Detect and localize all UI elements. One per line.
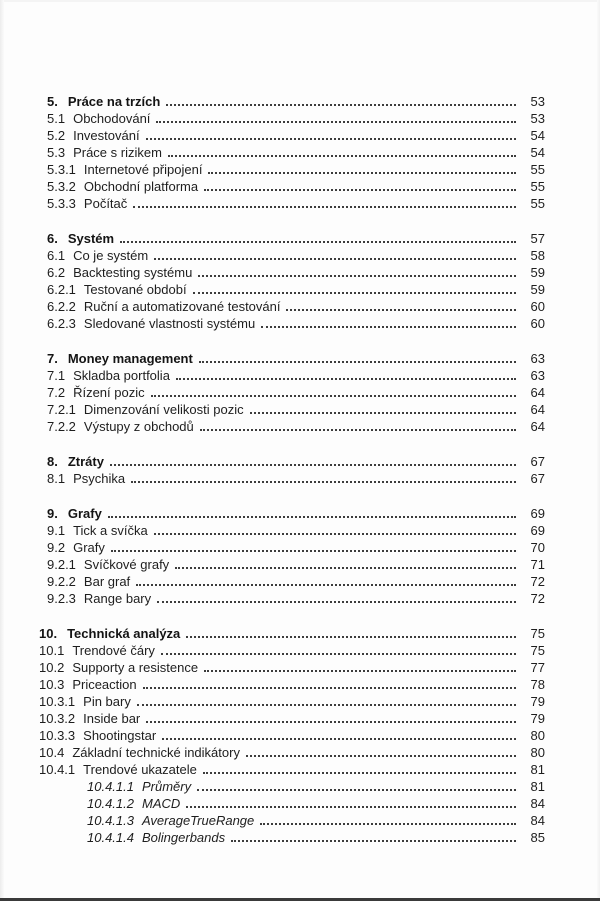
toc-entry-page: 53 — [530, 94, 545, 109]
dotted-leader — [186, 804, 516, 808]
toc-entry — [39, 642, 545, 659]
toc-entry-number: 7. — [47, 351, 58, 366]
toc-entry-number: 6.2.3 — [47, 316, 76, 331]
toc-entry-title: Shootingstar — [83, 728, 157, 743]
toc-entry — [47, 470, 545, 487]
toc-entry-number: 9.2 — [47, 540, 66, 555]
toc-entry-page: 67 — [530, 454, 545, 469]
toc-entry-page: 54 — [530, 128, 545, 143]
toc — [39, 93, 545, 846]
page-top-edge — [0, 0, 600, 2]
dotted-leader — [151, 393, 516, 397]
dotted-leader — [146, 136, 516, 140]
page-left-edge — [0, 0, 4, 901]
dotted-leader — [204, 187, 516, 191]
dotted-leader — [175, 565, 516, 569]
toc-entry — [47, 522, 545, 539]
toc-entry-page: 81 — [530, 779, 545, 794]
toc-entry — [47, 127, 545, 144]
toc-entry-number: 8. — [47, 454, 58, 469]
toc-entry-number: 10.4.1.4 — [87, 830, 134, 845]
toc-entry-number: 7.1 — [47, 368, 66, 383]
dotted-leader — [204, 668, 516, 672]
toc-entry-number: 10.2 — [39, 660, 65, 675]
toc-entry-title: Inside bar — [83, 711, 141, 726]
toc-entry-title: Technická analýza — [67, 626, 181, 641]
toc-entry-title: Testované období — [83, 282, 187, 297]
toc-entry-number: 10.4.1 — [39, 762, 76, 777]
toc-entry-page: 79 — [530, 694, 545, 709]
toc-entry-title: Backtesting systému — [73, 265, 193, 280]
toc-entry-number: 5.1 — [47, 111, 66, 126]
toc-entry-title: Výstupy z obchodů — [83, 419, 194, 434]
dotted-leader — [137, 702, 516, 706]
toc-entry-page: 57 — [530, 231, 545, 246]
toc-entry-title: Ztráty — [67, 454, 104, 469]
toc-entry — [39, 778, 545, 795]
toc-entry-number: 5.2 — [47, 128, 66, 143]
toc-entry-number: 10.3 — [39, 677, 65, 692]
dotted-leader — [208, 170, 516, 174]
toc-entry-title: Grafy — [73, 540, 105, 555]
toc-entry — [47, 247, 545, 264]
toc-entry-title: Dimenzování velikosti pozic — [83, 402, 244, 417]
toc-entry-page: 85 — [530, 830, 545, 845]
toc-entry-title: Práce s rizikem — [73, 145, 162, 160]
toc-entry-title: Range bary — [83, 591, 152, 606]
toc-entry-number: 6.2 — [47, 265, 66, 280]
toc-entry-title: Supporty a resistence — [72, 660, 199, 675]
dotted-leader — [199, 359, 516, 363]
toc-entry-title: Svíčkové grafy — [83, 557, 170, 572]
toc-entry-title: Základní technické indikátory — [72, 745, 240, 760]
toc-entry — [39, 761, 545, 778]
toc-entry — [47, 178, 545, 195]
toc-entry — [39, 727, 545, 744]
toc-entry-title: Práce na trzích — [67, 94, 161, 109]
toc-entry-title: Trendové ukazatele — [83, 762, 197, 777]
dotted-leader — [157, 599, 516, 603]
toc-entry-number: 6.2.1 — [47, 282, 76, 297]
toc-entry-page: 80 — [530, 745, 545, 760]
toc-entry-page: 67 — [530, 471, 545, 486]
toc-entry — [47, 384, 545, 401]
toc-entry — [47, 93, 545, 110]
toc-entry-number: 10.4.1.1 — [87, 779, 134, 794]
toc-entry-number: 9.1 — [47, 523, 66, 538]
toc-entry-page: 60 — [530, 299, 545, 314]
toc-entry-title: AverageTrueRange — [142, 813, 255, 828]
toc-entry-number: 10.1 — [39, 643, 65, 658]
toc-entry-number: 10.3.2 — [39, 711, 76, 726]
dotted-leader — [156, 119, 516, 123]
toc-entry — [47, 505, 545, 522]
dotted-leader — [146, 719, 516, 723]
toc-entry-page: 55 — [530, 179, 545, 194]
toc-entry-page: 69 — [530, 523, 545, 538]
toc-entry-number: 10. — [39, 626, 58, 641]
toc-entry-title: Pin bary — [83, 694, 131, 709]
toc-entry-title: Průměry — [142, 779, 192, 794]
toc-entry-title: Bolingerbands — [142, 830, 226, 845]
toc-entry-page: 55 — [530, 196, 545, 211]
toc-entry — [47, 161, 545, 178]
toc-entry — [47, 590, 545, 607]
dotted-leader — [197, 787, 516, 791]
toc-entry-title: Psychika — [73, 471, 126, 486]
dotted-leader — [231, 838, 516, 842]
toc-entry-number: 5.3.1 — [47, 162, 76, 177]
toc-entry-title: Trendové čáry — [72, 643, 155, 658]
toc-entry-number: 7.2 — [47, 385, 66, 400]
toc-entry-page: 64 — [530, 402, 545, 417]
toc-entry — [39, 659, 545, 676]
toc-section — [47, 505, 545, 607]
toc-entry — [39, 744, 545, 761]
toc-entry-page: 64 — [530, 419, 545, 434]
toc-entry — [47, 144, 545, 161]
toc-entry-title: Priceaction — [72, 677, 137, 692]
toc-entry-number: 7.2.2 — [47, 419, 76, 434]
toc-entry-number: 10.4.1.2 — [87, 796, 134, 811]
toc-entry-page: 59 — [530, 282, 545, 297]
toc-entry-page: 55 — [530, 162, 545, 177]
toc-entry-title: Obchodování — [73, 111, 151, 126]
dotted-leader — [286, 307, 516, 311]
toc-entry — [47, 573, 545, 590]
toc-entry-title: Tick a svíčka — [73, 523, 148, 538]
toc-entry — [47, 195, 545, 212]
dotted-leader — [260, 821, 516, 825]
toc-entry-number: 5.3.3 — [47, 196, 76, 211]
dotted-leader — [108, 514, 516, 518]
toc-entry-title: MACD — [142, 796, 181, 811]
toc-entry-number: 5.3 — [47, 145, 66, 160]
toc-entry-number: 6.1 — [47, 248, 66, 263]
toc-entry-page: 81 — [530, 762, 545, 777]
toc-entry-number: 9.2.1 — [47, 557, 76, 572]
toc-entry — [47, 418, 545, 435]
toc-entry — [39, 693, 545, 710]
toc-section — [47, 453, 545, 487]
dotted-leader — [250, 410, 516, 414]
dotted-leader — [161, 651, 516, 655]
toc-entry — [47, 367, 545, 384]
toc-entry-title: Money management — [67, 351, 193, 366]
toc-entry-title: Co je systém — [73, 248, 149, 263]
toc-entry-page: 63 — [530, 368, 545, 383]
toc-entry-title: Investování — [73, 128, 140, 143]
toc-entry — [39, 625, 545, 642]
toc-entry-page: 64 — [530, 385, 545, 400]
toc-entry-number: 9. — [47, 506, 58, 521]
toc-entry — [39, 829, 545, 846]
toc-entry-page: 78 — [530, 677, 545, 692]
toc-entry-page: 75 — [530, 643, 545, 658]
toc-entry-page: 60 — [530, 316, 545, 331]
toc-section — [47, 350, 545, 435]
toc-entry — [47, 264, 545, 281]
toc-entry-title: Systém — [67, 231, 115, 246]
toc-entry-page: 63 — [530, 351, 545, 366]
dotted-leader — [110, 462, 516, 466]
toc-entry-number: 7.2.1 — [47, 402, 76, 417]
toc-entry — [47, 401, 545, 418]
dotted-leader — [203, 770, 516, 774]
toc-entry-title: Řízení pozic — [73, 385, 145, 400]
toc-entry-number: 5.3.2 — [47, 179, 76, 194]
dotted-leader — [120, 239, 516, 243]
toc-section — [47, 93, 545, 212]
dotted-leader — [176, 376, 516, 380]
dotted-leader — [193, 290, 516, 294]
toc-entry — [47, 539, 545, 556]
toc-entry-title: Internetové připojení — [83, 162, 203, 177]
toc-entry-page: 84 — [530, 796, 545, 811]
toc-entry-number: 10.3.1 — [39, 694, 76, 709]
toc-entry — [47, 298, 545, 315]
dotted-leader — [186, 634, 516, 638]
toc-entry-page: 69 — [530, 506, 545, 521]
toc-entry-page: 53 — [530, 111, 545, 126]
dotted-leader — [200, 427, 516, 431]
dotted-leader — [261, 324, 516, 328]
toc-entry — [47, 556, 545, 573]
toc-entry-title: Počítač — [83, 196, 128, 211]
dotted-leader — [111, 548, 516, 552]
toc-entry-number: 6.2.2 — [47, 299, 76, 314]
toc-entry — [39, 676, 545, 693]
toc-entry-title: Grafy — [67, 506, 102, 521]
toc-entry-page: 54 — [530, 145, 545, 160]
toc-entry — [39, 710, 545, 727]
toc-entry-page: 58 — [530, 248, 545, 263]
dotted-leader — [198, 273, 516, 277]
toc-entry-number: 10.3.3 — [39, 728, 76, 743]
toc-section — [39, 625, 545, 846]
dotted-leader — [131, 479, 516, 483]
toc-entry-number: 5. — [47, 94, 58, 109]
toc-section — [47, 230, 545, 332]
toc-entry — [47, 230, 545, 247]
toc-entry-title: Skladba portfolia — [73, 368, 170, 383]
dotted-leader — [168, 153, 516, 157]
dotted-leader — [143, 685, 516, 689]
toc-entry — [47, 350, 545, 367]
toc-entry-number: 9.2.2 — [47, 574, 76, 589]
toc-entry — [47, 281, 545, 298]
toc-entry-page: 72 — [530, 591, 545, 606]
toc-entry-number: 10.4 — [39, 745, 65, 760]
toc-entry-page: 80 — [530, 728, 545, 743]
toc-entry — [47, 453, 545, 470]
toc-entry-page: 79 — [530, 711, 545, 726]
toc-entry — [39, 795, 545, 812]
toc-entry-page: 77 — [530, 660, 545, 675]
toc-entry-number: 8.1 — [47, 471, 66, 486]
toc-entry-page: 70 — [530, 540, 545, 555]
toc-entry — [47, 110, 545, 127]
dotted-leader — [162, 736, 516, 740]
dotted-leader — [154, 531, 516, 535]
toc-entry — [47, 315, 545, 332]
toc-entry-title: Bar graf — [83, 574, 131, 589]
toc-entry-page: 84 — [530, 813, 545, 828]
toc-entry-title: Obchodní platforma — [83, 179, 199, 194]
toc-entry-number: 6. — [47, 231, 58, 246]
dotted-leader — [133, 204, 516, 208]
dotted-leader — [166, 102, 516, 106]
toc-entry-number: 9.2.3 — [47, 591, 76, 606]
dotted-leader — [136, 582, 516, 586]
toc-entry-number: 10.4.1.3 — [87, 813, 134, 828]
toc-entry-page: 71 — [530, 557, 545, 572]
toc-entry-page: 75 — [530, 626, 545, 641]
toc-entry-title: Ruční a automatizované testování — [83, 299, 281, 314]
toc-entry — [39, 812, 545, 829]
dotted-leader — [154, 256, 516, 260]
toc-entry-page: 72 — [530, 574, 545, 589]
toc-entry-title: Sledované vlastnosti systému — [83, 316, 256, 331]
toc-entry-page: 59 — [530, 265, 545, 280]
dotted-leader — [246, 753, 516, 757]
